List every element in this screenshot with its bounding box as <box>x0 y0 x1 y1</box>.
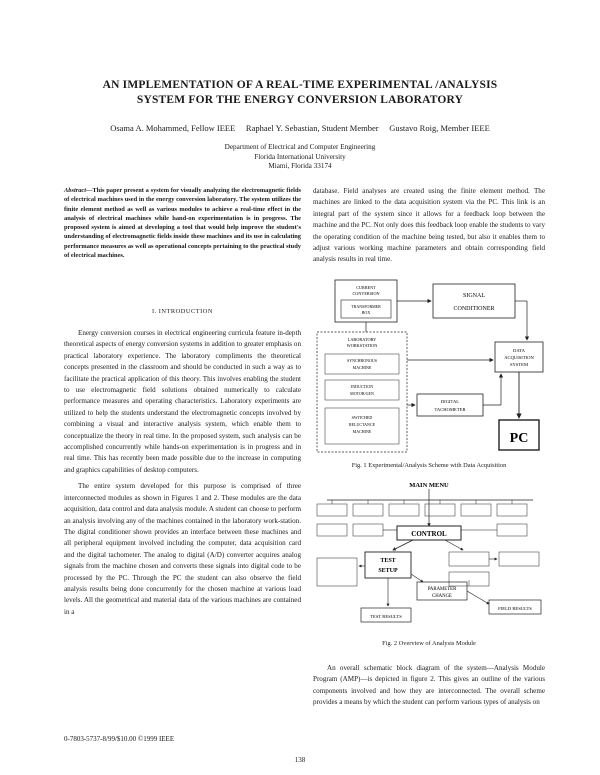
abstract-text: —This paper present a system for visually analyzing the electromagnetic fields of electrical machines used in the energy conversion laboratory. The system utilizes the finite element method as well as various modules to achieve a real-time effect in the analysis of electrical machines while hand-on experimentation is in progress. The proposed system is aimed at developing a tool that would help improve the student's understanding of electromagnetic fields inside these machines and its use in calculating performance measures as well as operational concepts pertaining to the practical study of electrical machines. <box>64 187 301 260</box>
title-line-1: AN IMPLEMENTATION OF A REAL-TIME EXPERIMENTAL /ANALYSIS <box>102 79 498 91</box>
lab-label-1: LABORATORY <box>347 337 377 342</box>
m3-label-1: SWITCHED <box>351 415 373 420</box>
tach-label-1: DIGITAL <box>440 399 460 404</box>
m3-label-3: MACHINE <box>352 429 372 434</box>
introduction <box>64 328 301 618</box>
daq-label-1: DATA <box>513 348 525 353</box>
m2-label-1: INDUCTION <box>350 384 374 389</box>
daq-label-3: SYSTEM <box>509 362 529 367</box>
lab-label-2: WORKSTATION <box>346 343 378 348</box>
test-setup-box <box>365 552 411 578</box>
figure-2-diagram <box>313 476 545 636</box>
side-boxes <box>317 552 539 586</box>
m1-label-1: SYNCHRONOUS <box>346 358 378 363</box>
test-label: TEST <box>380 558 396 564</box>
figure-1 <box>313 270 545 460</box>
abstract <box>64 186 301 260</box>
setup-label: SETUP <box>378 568 398 574</box>
conditioner-label: CONDITIONER <box>453 306 495 312</box>
daq-label-2: ACQUISITION <box>504 355 534 360</box>
dc-label-4: BOX <box>361 310 371 315</box>
dc-label-2: CONVERSION <box>352 291 380 296</box>
machine-1-box <box>325 354 399 374</box>
m1-label-2: MACHINE <box>352 365 372 370</box>
tachometer-box <box>417 394 483 416</box>
affiliation-univ: Florida International University <box>254 152 346 161</box>
machine-2-box <box>325 380 399 400</box>
copyright-line: 0-7803-5737-8/99/$10.00 ©1999 IEEE <box>64 735 175 743</box>
paper-title <box>40 78 560 108</box>
m3-label-2: RELUCTANCE <box>348 422 376 427</box>
param-label-2: CHANGE <box>432 594 452 599</box>
right-bottom-paragraph: An overall schematic block diagram of the system—Analysis Module Program (AMP)—is depicted in figure 2. This gives an outline of the various components involved and how they are interconnected. The overall scheme provides a means by which the student can perform various types of analysis on <box>313 664 545 707</box>
affiliation <box>40 143 560 172</box>
control-label: CONTROL <box>411 530 447 538</box>
section-heading: I. INTRODUCTION <box>151 308 214 315</box>
field-results-label: FIELD RESULTS <box>498 606 532 611</box>
right-column-text: database. Field analyses are created using the finite element method. The machines are linked to the data acquisition system via the PC. This link is an integral part of the system since it allows for a feedback loop between the machine and the PC. Not only does this feedback loop enable the students to vary the operating condition of the machine being tested, but also it enables them to adjust various working machine parameters and obtain corresponding field analysis results in real time. <box>313 187 545 264</box>
signal-label: SIGNAL <box>463 293 485 299</box>
affiliation-city: Miami, Florida 33174 <box>268 162 332 170</box>
intro-paragraph-1: Energy conversion courses in electrical engineering curricula feature in-depth theoretical aspects of energy conversion systems in addition to greater emphasis on practical laboratory experience. The laboratory compliments the theoretical concepts presented in the classroom and should be conducted in such a way as to facilitate the practical application of this theory. This involves enabling the student to use electromagnetic field solutions obtained numerically to calculate performance measures and operating characteristics. Laboratory experiments are utilized to help the students understand the electromagnetic concepts involved by combining a visual and interactive analysis system, which enable them to conceptualize the theory in real time. In the proposed system, such analysis can be accomplished concurrently while hands-on experimentation is in progress and in real time. This has recently been made possible due to the increase in computing and graphics capabilities of desktop computers. <box>64 329 301 474</box>
pc-label: PC <box>509 431 529 446</box>
tach-label-2: TACHOMETER <box>434 407 466 412</box>
transformer-box <box>341 300 391 318</box>
dc-label-3: TRANSFORMER <box>351 304 381 309</box>
main-menu-label: MAIN MENU <box>409 482 449 489</box>
figure-2 <box>313 476 545 636</box>
right-column-bottom-text <box>313 663 545 709</box>
affiliation-dept: Department of Electrical and Computer Engineering <box>224 143 376 151</box>
m2-label-2: MOTOR/GEN <box>350 391 374 396</box>
dc-label-1: CURRENT <box>356 285 376 290</box>
author-list: Osama A. Mohammed, Fellow IEEE Raphael Y. Sebastian, Student Member Gustavo Roig, Member IEEE <box>110 123 490 133</box>
signal-conditioner-box <box>433 284 515 318</box>
figure-2-caption: Fig. 2 Overview of Analysis Module <box>382 640 476 647</box>
abstract-label: Abstract <box>64 187 87 194</box>
intro-paragraph-2: The entire system developed for this purpose is comprised of three interconnected modules as shown in Figures 1 and 2. These modules are the data acquisition, data control and data analysis module. A student can choose to perform an analysis involving any of the machines contained in the laboratory work-station. The digital conditioner shown provides an interface between these machines and all peripheral equipment involved including the computer, data acquisition card and the digital tachometer. The analog to digital (A/D) converter acquires analog signals from the machine chosen and converts these signals into digital code to be processed by the PC. Through the PC the student can also observe the field analysis results being done concurrently for the chosen machine at various load levels. All the geometrical and material data of the various machines are contained in a <box>64 482 301 616</box>
page-number: 138 <box>294 756 306 764</box>
figure-1-diagram <box>313 270 545 460</box>
title-line-2: SYSTEM FOR THE ENERGY CONVERSION LABORATORY <box>136 94 464 106</box>
test-results-label: TEST RESULTS <box>370 614 402 619</box>
param-label-1: PARAMETER <box>427 587 457 592</box>
figure-1-caption: Fig. 1 Experimental/Analysis Scheme with Data Acquisition <box>351 462 507 469</box>
